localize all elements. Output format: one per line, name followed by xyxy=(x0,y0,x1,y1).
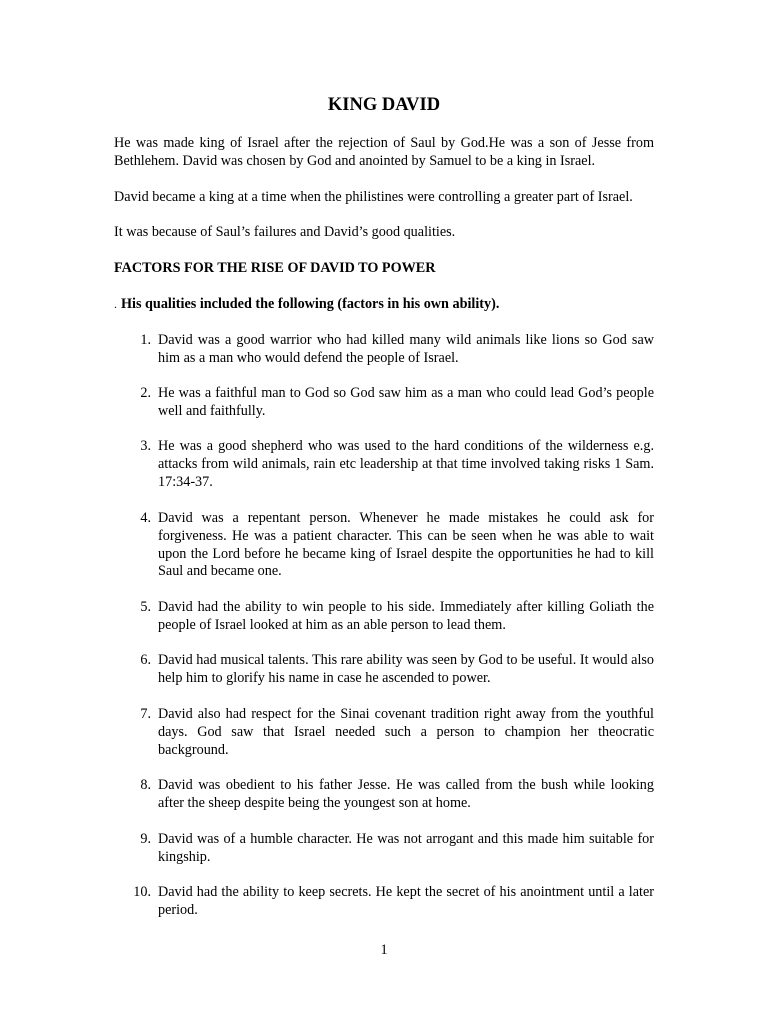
list-text: David was a repentant person. Whenever he made mistakes he could ask for forgiveness. He was a patient character. This can be seen when he was able to wait upon the Lord before he became king of Israel despite the opportunities he had to kill Saul and became one. xyxy=(158,510,654,580)
list-number: 5. xyxy=(140,599,151,615)
list-text: He was a faithful man to God so God saw him as a man who could lead God’s people well and faithfully. xyxy=(158,385,654,419)
list-text: David was of a humble character. He was not arrogant and this made him suitable for kingship. xyxy=(158,831,654,865)
list-text: David had the ability to keep secrets. He kept the secret of his anointment until a later period. xyxy=(158,884,654,918)
sub-heading-text: His qualities included the following (factors in his own ability). xyxy=(121,296,500,312)
context-paragraph: David became a king at a time when the philistines were controlling a greater part of Israel. xyxy=(114,189,633,205)
list-number: 9. xyxy=(140,831,151,847)
list-number: 3. xyxy=(140,438,151,454)
list-number: 6. xyxy=(140,652,151,668)
page-number: 1 xyxy=(380,942,388,958)
list-number: 1. xyxy=(140,332,151,348)
list-text: David had the ability to win people to his side. Immediately after killing Goliath the people of Israel looked at him as an able person to lead them. xyxy=(158,599,654,633)
list-text: He was a good shepherd who was used to the hard conditions of the wilderness e.g. attacks from wild animals, rain etc leadership at that time involved taking risks 1 Sam. 17:34-37. xyxy=(158,438,654,490)
list-number: 4. xyxy=(140,510,151,526)
list-text: David was a good warrior who had killed many wild animals like lions so God saw him as a man who would defend the people of Israel. xyxy=(158,332,654,366)
list-number: 10. xyxy=(133,884,151,900)
document-title: KING DAVID xyxy=(327,95,441,115)
section-heading: FACTORS FOR THE RISE OF DAVID TO POWER xyxy=(114,260,436,276)
list-number: 2. xyxy=(140,385,151,401)
list-text: David was obedient to his father Jesse. He was called from the bush while looking after the sheep despite being the youngest son at home. xyxy=(158,777,654,811)
list-number: 7. xyxy=(140,706,151,722)
sub-heading xyxy=(114,296,654,314)
document-page xyxy=(114,0,654,1024)
list-text: David also had respect for the Sinai covenant tradition right away from the youthful days. God saw that Israel needed such a person to champion her theocratic background. xyxy=(158,706,654,758)
sub-heading-prefix: . xyxy=(114,297,117,311)
reason-paragraph: It was because of Saul’s failures and David’s good qualities. xyxy=(114,224,456,240)
list-number: 8. xyxy=(140,777,151,793)
list-text: David had musical talents. This rare ability was seen by God to be useful. It would also help him to glorify his name in case he ascended to power. xyxy=(158,652,654,686)
intro-paragraph: He was made king of Israel after the rejection of Saul by God.He was a son of Jesse from Bethlehem. David was chosen by God and anointed by Samuel to be a king in Israel. xyxy=(114,135,654,169)
